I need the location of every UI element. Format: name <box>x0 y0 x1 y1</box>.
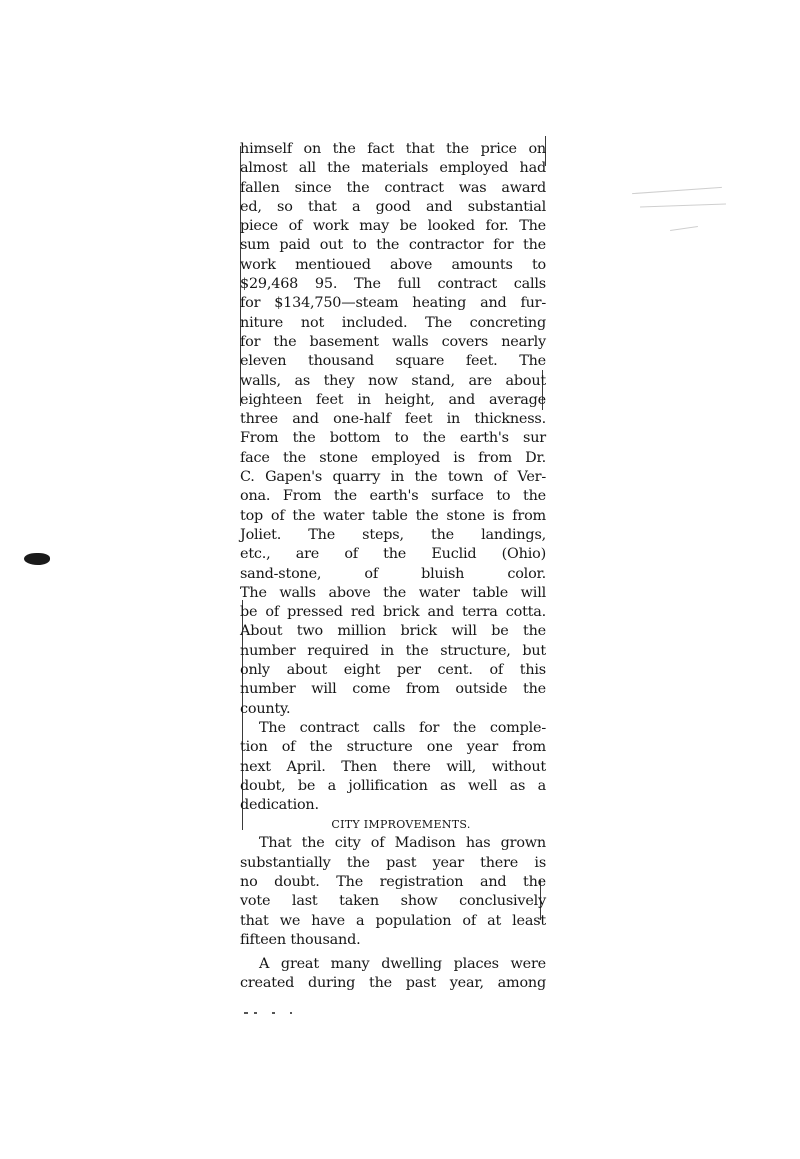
text-line: number required in the structure, but <box>240 642 546 659</box>
text-line: From the bottom to the earth's sur <box>240 430 546 447</box>
ink-blot <box>24 553 50 565</box>
text-line: etc., are of the Euclid (Ohio) <box>240 546 546 563</box>
text-line: county. <box>240 700 291 717</box>
text-line: A great many dwelling places were <box>259 956 546 973</box>
text-line: niture not included. The concreting <box>240 314 546 331</box>
text-line: That the city of Madison has grown <box>259 835 546 852</box>
text-line: fallen since the contract was award <box>240 179 546 196</box>
text-line: tion of the structure one year from <box>240 739 546 756</box>
text-line: eighteen feet in height, and average <box>240 391 546 408</box>
pencil-mark <box>640 203 726 207</box>
section-heading: CITY IMPROVEMENTS. <box>331 818 471 832</box>
text-line: no doubt. The registration and the <box>240 873 546 890</box>
text-line: next April. Then there will, without <box>240 758 546 775</box>
text-line: face the stone employed is from Dr. <box>240 449 546 466</box>
text-line: ona. From the earth's surface to the <box>240 488 546 505</box>
newspaper-clipping <box>240 140 546 994</box>
text-line: fifteen thousand. <box>240 931 361 948</box>
text-line: dedication. <box>240 797 319 814</box>
text-line: almost all the materials employed had <box>240 160 546 177</box>
text-line: number will come from outside the <box>240 681 546 698</box>
text-line: $29,468 95. The full contract calls <box>240 276 546 293</box>
text-line: for the basement walls covers nearly <box>240 333 546 350</box>
text-line: be of pressed red brick and terra cotta. <box>240 604 546 621</box>
text-line: three and one-half feet in thickness. <box>240 411 546 428</box>
article-paragraph-2 <box>240 719 546 815</box>
text-line: doubt, be a jollification as well as a <box>240 777 546 794</box>
text-line: walls, as they now stand, are about <box>240 372 546 389</box>
pencil-mark <box>670 226 698 231</box>
text-line: eleven thousand square feet. The <box>240 353 546 370</box>
text-line: vote last taken show conclusively <box>240 893 546 910</box>
text-line: sand-stone, of bluish color. <box>240 565 546 582</box>
text-line: About two million brick will be the <box>240 623 546 640</box>
text-line: substantially the past year there is <box>240 854 546 871</box>
text-line: piece of work may be looked for. The <box>240 218 546 235</box>
text-line: Joliet. The steps, the landings, <box>240 526 546 543</box>
text-line: sum paid out to the contractor for the <box>240 237 546 254</box>
text-line: created during the past year, among <box>240 975 546 992</box>
article-paragraph-1 <box>240 140 546 719</box>
text-line: The walls above the water table will <box>240 584 546 601</box>
text-line: that we have a population of at least <box>240 912 546 929</box>
text-line: top of the water table the stone is from <box>240 507 546 524</box>
text-line: only about eight per cent. of this <box>240 662 546 679</box>
text-line: work mentioued above amounts to <box>240 256 546 273</box>
text-line: The contract calls for the comple- <box>259 719 546 736</box>
text-line: for $134,750—steam heating and fur- <box>240 295 546 312</box>
text-line: himself on the fact that the price on <box>240 141 546 157</box>
cut-off-line <box>232 1006 542 1018</box>
pencil-mark <box>632 187 722 194</box>
text-line: C. Gapen's quarry in the town of Ver- <box>240 469 546 486</box>
text-line: ed, so that a good and substantial <box>240 198 546 215</box>
article-paragraph-4 <box>240 955 546 994</box>
article-paragraph-3 <box>240 834 546 950</box>
